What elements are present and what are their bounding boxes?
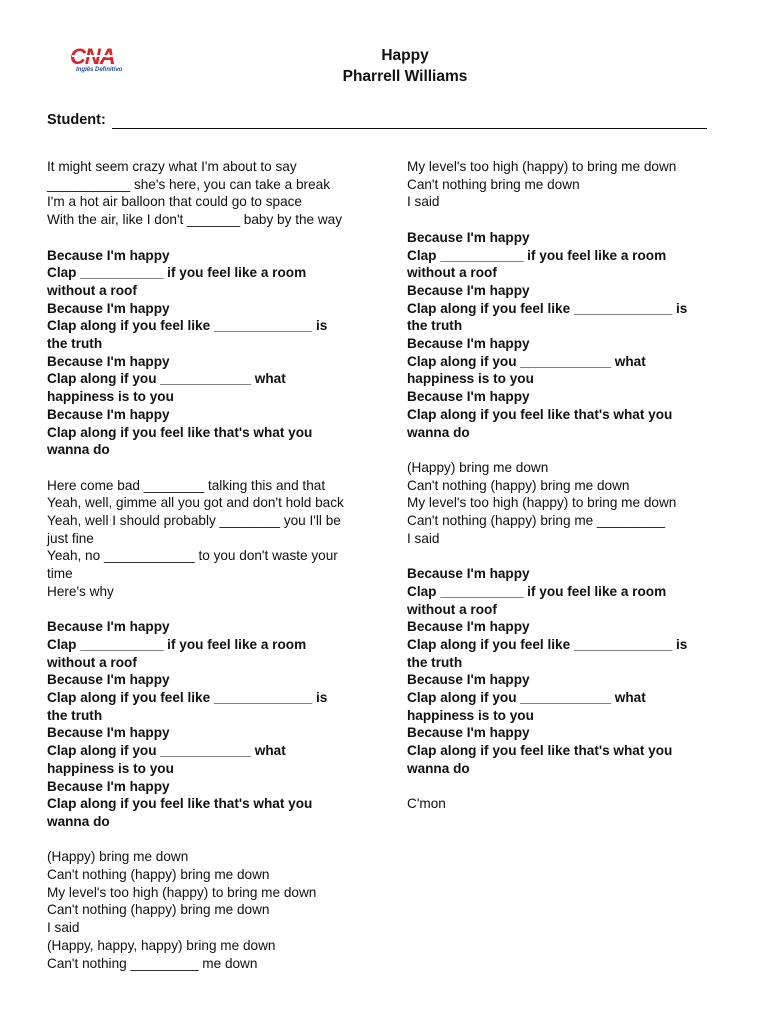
- logo-brand: CNA: [70, 44, 115, 69]
- lyric-line: Because I'm happy: [407, 566, 530, 582]
- lyric-line: Clap along if you ____________ what: [47, 371, 286, 387]
- lyric-line: Clap along if you feel like _____________ is: [407, 636, 688, 652]
- lyric-line: Clap ___________ if you feel like a room: [407, 583, 667, 599]
- lyric-line: My level's too high (happy) to bring me down: [407, 159, 677, 174]
- lyric-line: the truth: [47, 336, 103, 352]
- lyric-line: wanna do: [407, 424, 470, 440]
- lyric-line: Because I'm happy: [47, 672, 170, 688]
- lyric-line: Because I'm happy: [407, 282, 530, 298]
- logo-tagline: Inglês Definitivo: [76, 67, 123, 73]
- lyrics-column-left: [47, 158, 357, 990]
- lyric-line: Because I'm happy: [407, 619, 530, 635]
- lyric-line: My level's too high (happy) to bring me down: [47, 884, 317, 900]
- lyric-line: Can't nothing (happy) bring me _________: [407, 513, 666, 529]
- lyric-line: Can't nothing _________ me down: [47, 955, 258, 971]
- verse-stanza: [407, 459, 712, 548]
- verse-stanza: [407, 158, 712, 211]
- lyric-line: Can't nothing (happy) bring me down: [407, 477, 630, 493]
- lyric-line: Clap along if you feel like that's what you: [407, 406, 673, 422]
- student-name-field: [47, 111, 707, 129]
- lyric-line: Clap ___________ if you feel like a room: [407, 247, 667, 263]
- lyric-line: happiness is to you: [47, 389, 174, 405]
- chorus-stanza: [47, 618, 357, 830]
- lyric-line: Because I'm happy: [47, 247, 170, 263]
- lyric-line: Because I'm happy: [407, 229, 530, 245]
- lyric-line: Because I'm happy: [407, 672, 530, 688]
- lyric-line: happiness is to you: [407, 371, 534, 387]
- lyric-line: Clap along if you feel like that's what you: [47, 424, 313, 440]
- verse-stanza: [407, 795, 712, 813]
- lyric-line: It might seem crazy what I'm about to say: [47, 159, 297, 174]
- lyric-line: Clap along if you feel like that's what you: [47, 796, 313, 812]
- lyric-line: (Happy, happy, happy) bring me down: [47, 937, 276, 953]
- lyric-line: Clap along if you feel like _____________ is: [47, 318, 328, 334]
- lyric-line: Because I'm happy: [407, 389, 530, 405]
- lyric-line: (Happy) bring me down: [47, 849, 189, 865]
- lyric-line: without a roof: [407, 265, 497, 281]
- lyric-line: Yeah, well I should probably ________ you I'll be: [47, 513, 341, 529]
- lyric-line: Because I'm happy: [407, 725, 530, 741]
- lyric-line: happiness is to you: [47, 760, 174, 776]
- song-header: [0, 45, 768, 87]
- lyric-line: Yeah, no ____________ to you don't waste your: [47, 548, 338, 564]
- lyric-line: the truth: [407, 318, 463, 334]
- lyric-line: (Happy) bring me down: [407, 459, 549, 475]
- lyric-line: Clap ___________ if you feel like a room: [47, 265, 307, 281]
- lyric-line: wanna do: [47, 813, 110, 829]
- lyric-line: Here come bad ________ talking this and that: [47, 477, 326, 493]
- lyric-line: With the air, like I don't _______ baby by the way: [47, 212, 343, 228]
- song-artist: Pharrell Williams: [342, 68, 468, 85]
- lyric-line: Because I'm happy: [47, 778, 170, 794]
- lyric-line: without a roof: [407, 601, 497, 617]
- lyric-line: ___________ she's here, you can take a break: [47, 176, 330, 192]
- lyric-line: Clap ___________ if you feel like a room: [47, 636, 307, 652]
- lyric-line: Clap along if you ____________ what: [47, 743, 286, 759]
- lyric-line: without a roof: [47, 654, 137, 670]
- lyric-line: Clap along if you feel like _____________ is: [47, 690, 328, 706]
- lyric-line: Can't nothing bring me down: [407, 176, 580, 192]
- lyric-line: Because I'm happy: [47, 406, 170, 422]
- lyric-line: I said: [407, 530, 440, 546]
- lyric-line: Because I'm happy: [47, 619, 170, 635]
- student-name-blank: [112, 114, 707, 129]
- lyric-line: Can't nothing (happy) bring me down: [47, 867, 270, 883]
- lyric-line: wanna do: [407, 760, 470, 776]
- student-label: Student:: [47, 112, 106, 128]
- verse-stanza: [47, 158, 357, 229]
- lyric-line: happiness is to you: [407, 707, 534, 723]
- lyric-line: the truth: [407, 654, 463, 670]
- lyric-line: My level's too high (happy) to bring me down: [407, 495, 677, 511]
- lyric-line: Clap along if you feel like that's what you: [407, 743, 673, 759]
- lyric-line: Can't nothing (happy) bring me down: [47, 902, 270, 918]
- lyric-line: Because I'm happy: [47, 725, 170, 741]
- lyric-line: Clap along if you feel like _____________ is: [407, 300, 688, 316]
- lyric-line: Because I'm happy: [407, 336, 530, 352]
- lyric-line: Because I'm happy: [47, 300, 170, 316]
- song-title: Happy: [381, 47, 429, 64]
- chorus-stanza: [47, 247, 357, 459]
- lyric-line: C'mon: [407, 796, 446, 812]
- lyric-line: I'm a hot air balloon that could go to space: [47, 194, 302, 210]
- verse-stanza: [47, 848, 357, 972]
- chorus-stanza: [407, 565, 712, 777]
- lyric-line: I said: [407, 194, 440, 210]
- lyric-line: just fine: [47, 530, 94, 546]
- lyric-line: Yeah, well, gimme all you got and don't hold back: [47, 495, 344, 511]
- lyrics-column-right: [407, 158, 712, 831]
- lyric-line: time: [47, 566, 73, 582]
- lyric-line: Clap along if you ____________ what: [407, 353, 646, 369]
- lyric-line: without a roof: [47, 282, 137, 298]
- lyric-line: Because I'm happy: [47, 353, 170, 369]
- lyric-line: Here's why: [47, 583, 114, 599]
- lyric-line: wanna do: [47, 442, 110, 458]
- lyric-line: I said: [47, 920, 80, 936]
- lyric-line: the truth: [47, 707, 103, 723]
- lyric-line: Clap along if you ____________ what: [407, 690, 646, 706]
- verse-stanza: [47, 477, 357, 601]
- chorus-stanza: [407, 229, 712, 441]
